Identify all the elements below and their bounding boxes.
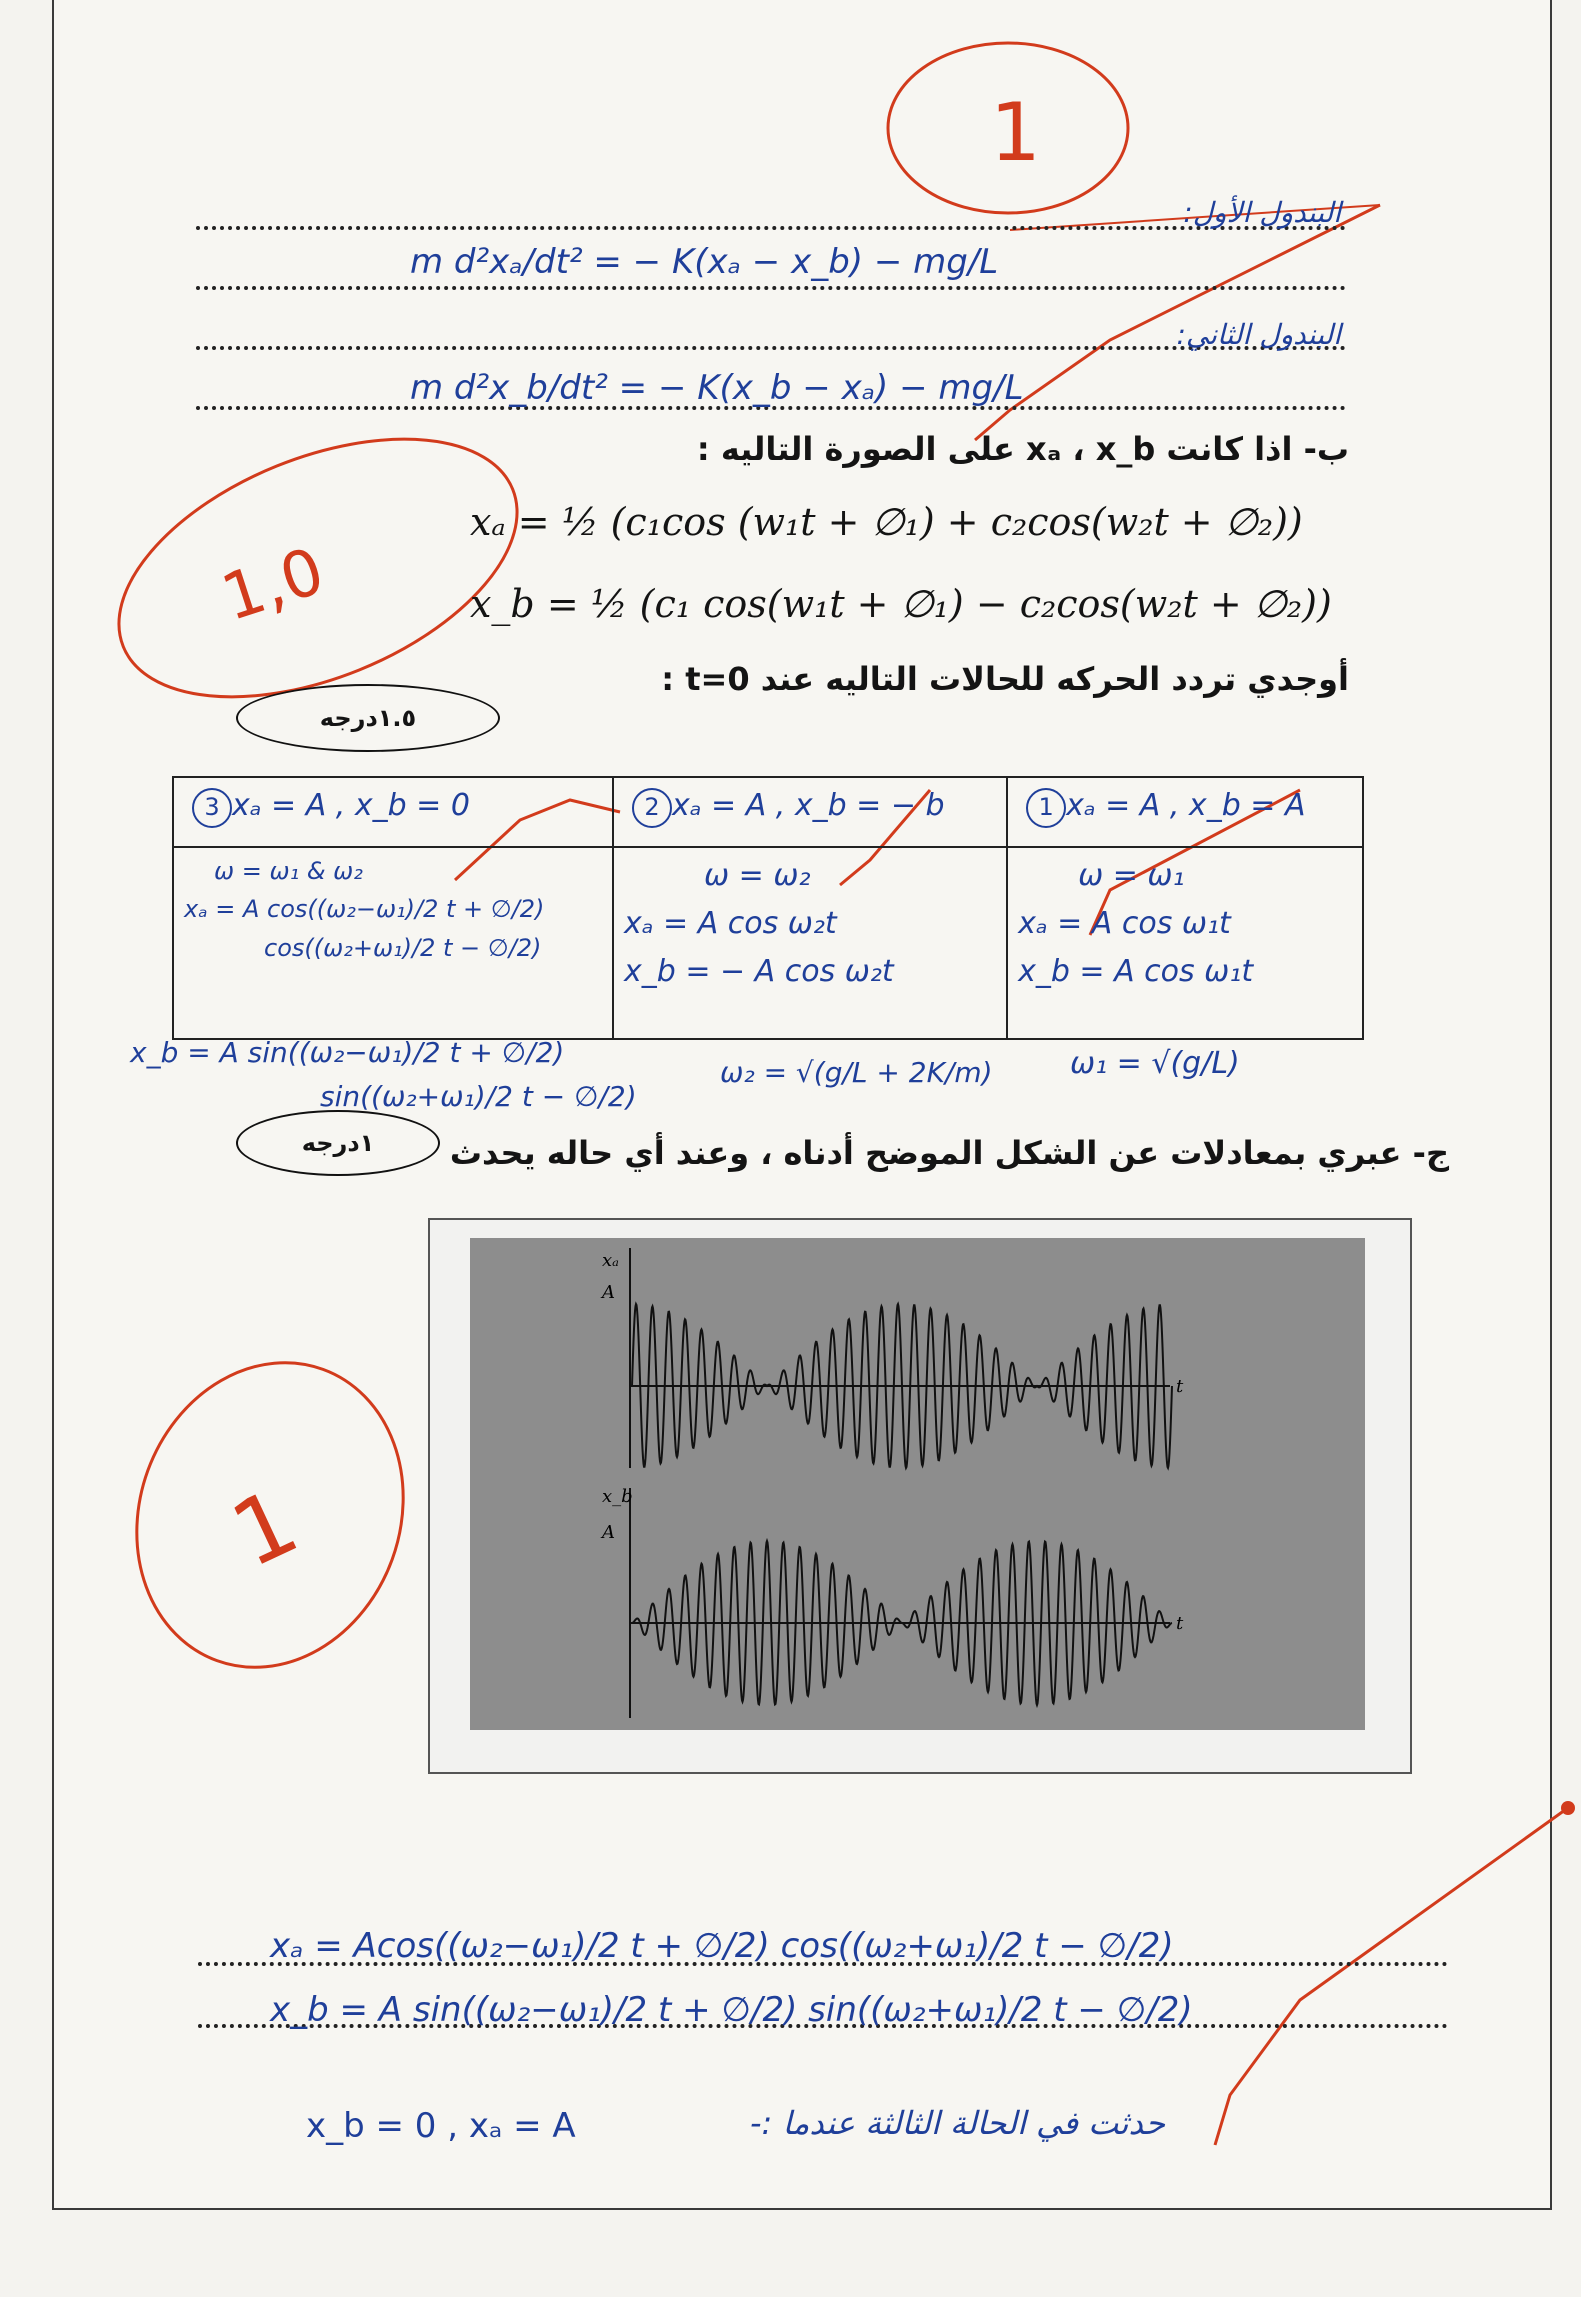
- dotted-line-2: [196, 286, 1346, 290]
- below-table-omega1: ω₁ = √(g/L): [1070, 1046, 1240, 1081]
- grade-mark-bottom: 1: [216, 1469, 314, 1589]
- dotted-line-1: [196, 226, 1346, 230]
- wave-xb: [632, 1541, 1172, 1705]
- below-table-omega2: ω₂ = √(g/L + 2K/m): [720, 1056, 993, 1089]
- bottom-time-label: t: [1176, 1613, 1184, 1634]
- table-answer-row: [173, 847, 1363, 1039]
- answer-condition-label: حدثت في الحالة الثالثة عندما :-: [750, 2104, 1166, 2142]
- question-b-prompt: ب- اذا كانت xₐ ، x_b على الصورة التاليه :: [696, 430, 1349, 468]
- grade-mark-middle: 1,0: [213, 534, 333, 637]
- bottom-axis-label: x_b: [602, 1486, 633, 1507]
- cases-table: [172, 776, 1364, 1040]
- table-header-row: [173, 777, 1363, 847]
- equation-xb: m d²x_b/dt² = − K(x_b − xₐ) − mg/L: [410, 368, 1024, 408]
- grade-mark-top: 1: [990, 86, 1041, 179]
- table-header-case-1: 1 xₐ = A , x_b = A: [1007, 777, 1363, 847]
- table-header-case-3: 3 xₐ = A , x_b = 0: [173, 777, 613, 847]
- table-cell-case-2: ω = ω₂ xₐ = A cos ω₂t x_b = − A cos ω₂t: [613, 847, 1007, 1039]
- answer-condition: x_b = 0 , xₐ = A: [306, 2106, 576, 2146]
- answer-xa: xₐ = Acos((ω₂−ω₁)/2 t + ∅/2) cos((ω₂+ω₁)/2 t − ∅/2): [270, 1926, 1174, 1966]
- question-b-task: أوجدي تردد الحركه للحالات التاليه عند t=0 :: [661, 660, 1349, 698]
- top-time-label: t: [1176, 1376, 1184, 1397]
- wave-xa: [632, 1304, 1172, 1468]
- grade-oval-b: ١.٥درجه: [236, 684, 500, 752]
- case-number-3: 3: [192, 788, 232, 828]
- label-first-pendulum: البندول الأول:: [1183, 196, 1341, 229]
- table-header-case-2: 2 xₐ = A , x_b = − b: [613, 777, 1007, 847]
- equation-xa-given: xₐ = ½ (c₁cos (w₁t + ∅₁) + c₂cos(w₂t + ∅₂)): [470, 500, 1303, 544]
- answer-xb: x_b = A sin((ω₂−ω₁)/2 t + ∅/2) sin((ω₂+ω₁)/2 t − ∅/2): [270, 1990, 1193, 2030]
- equation-xb-given: x_b = ½ (c₁ cos(w₁t + ∅₁) − c₂cos(w₂t + ∅₂)): [470, 582, 1332, 626]
- below-table-xb: x_b = A sin((ω₂−ω₁)/2 t + ∅/2): [130, 1036, 565, 1069]
- case-number-1: 1: [1026, 788, 1066, 828]
- beats-plot: [470, 1238, 1365, 1730]
- check-mark-answer: [1215, 1810, 1565, 2145]
- bottom-amp-label: A: [602, 1522, 615, 1543]
- question-c-prompt: ج- عبري بمعادلات عن الشكل الموضح أدناه ، وعند أي حاله يحدث: [449, 1134, 1449, 1172]
- equation-xa: m d²xₐ/dt² = − K(xₐ − x_b) − mg/L: [410, 242, 999, 282]
- table-cell-case-3: ω = ω₁ & ω₂ xₐ = A cos((ω₂−ω₁)/2 t + ∅/2) cos((ω₂+ω₁)/2 t − ∅/2): [173, 847, 613, 1039]
- table-cell-case-1: ω = ω₁ xₐ = A cos ω₁t x_b = A cos ω₁t: [1007, 847, 1363, 1039]
- below-table-sin: sin((ω₂+ω₁)/2 t − ∅/2): [320, 1080, 637, 1113]
- red-dot: [1561, 1801, 1575, 1815]
- grade-oval-c: ١درجه: [236, 1110, 440, 1176]
- label-second-pendulum: البندول الثاني:: [1176, 318, 1341, 351]
- top-amp-label: A: [602, 1282, 615, 1303]
- top-axis-label: xₐ: [602, 1250, 619, 1271]
- dotted-line-3: [196, 346, 1346, 350]
- beats-figure: [470, 1238, 1365, 1730]
- case-number-2: 2: [632, 788, 672, 828]
